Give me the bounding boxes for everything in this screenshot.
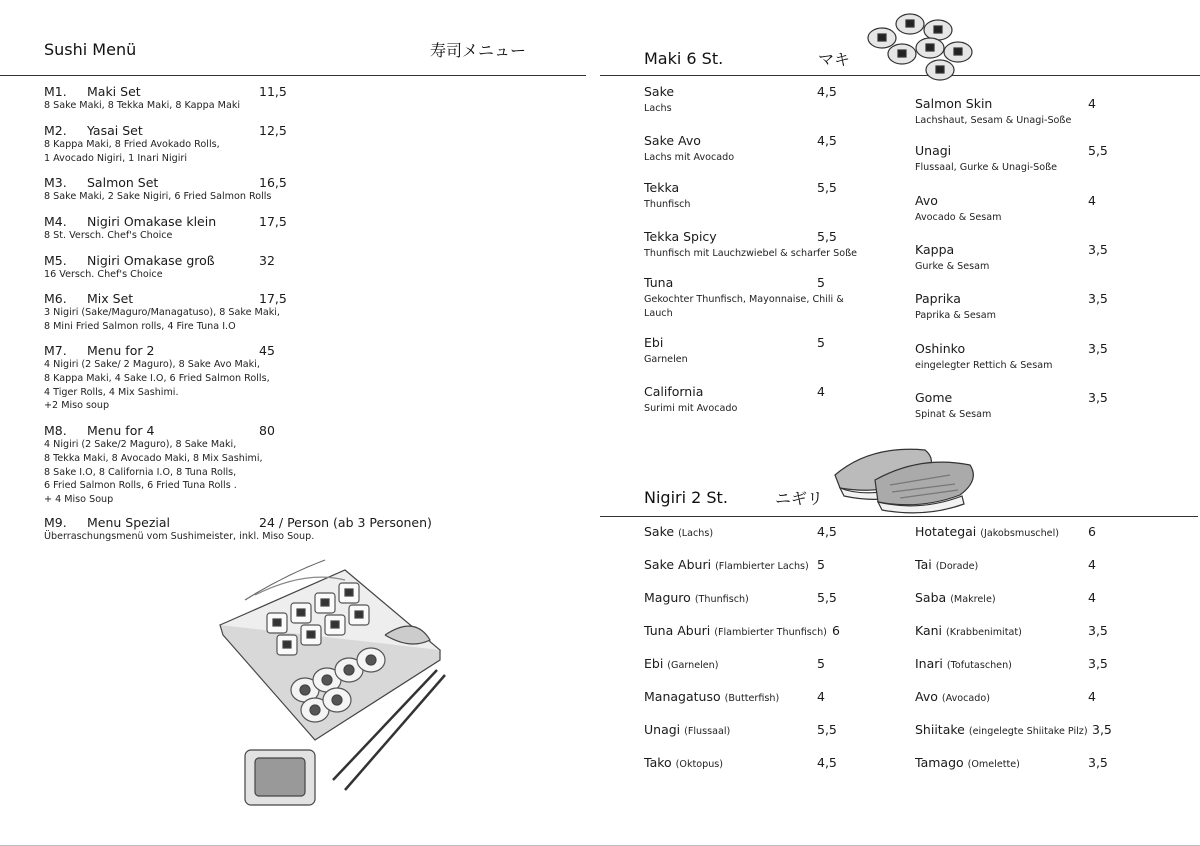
set-description: 4 Nigiri (2 Sake/ 2 Maguro), 8 Sake Avo Maki, 8 Kappa Maki, 4 Sake I.O, 6 Fried Salmon Rolls, 4 Tiger Rolls, 4 Mix Sashimi. +2 Miso soup — [44, 359, 270, 412]
maki-name: Oshinko — [915, 341, 966, 356]
maki-price: 5 — [817, 275, 825, 290]
nigiri-item — [915, 656, 1185, 671]
set-price: 32 — [259, 253, 275, 268]
nigiri-item — [644, 557, 914, 572]
maki-price: 4 — [1088, 193, 1096, 208]
nigiri-item — [644, 722, 914, 737]
nigiri-subtitle: (Jakobsmuschel) — [980, 528, 1059, 539]
set-price: 24 / Person (ab 3 Personen) — [259, 515, 432, 530]
set-code: M9. — [44, 515, 67, 530]
nigiri-price: 3,5 — [1088, 755, 1108, 770]
maki-price: 3,5 — [1088, 341, 1108, 356]
set-code: M4. — [44, 214, 67, 229]
nigiri-item — [644, 689, 914, 704]
set-price: 12,5 — [259, 123, 287, 138]
set-code: M3. — [44, 175, 67, 190]
nigiri-illustration — [830, 440, 980, 515]
maki-item — [915, 291, 1195, 323]
maki-description: Lachshaut, Sesam & Unagi-Soße — [915, 115, 1072, 126]
nigiri-price: 6 — [832, 623, 840, 638]
nigiri-name: Tako — [644, 755, 672, 770]
set-price: 80 — [259, 423, 275, 438]
set-code: M7. — [44, 343, 67, 358]
nigiri-title-divider — [600, 516, 1198, 517]
nigiri-subtitle: (Lachs) — [678, 528, 714, 539]
set-code: M1. — [44, 84, 67, 99]
nigiri-item — [644, 755, 914, 770]
maki-item — [644, 84, 924, 116]
maki-rolls-illustration — [860, 8, 980, 88]
nigiri-item — [915, 689, 1185, 704]
nigiri-price: 5 — [817, 656, 825, 671]
maki-description: Avocado & Sesam — [915, 212, 1002, 223]
set-name: Yasai Set — [87, 123, 143, 138]
nigiri-subtitle: (eingelegte Shiitake Pilz) — [968, 726, 1088, 737]
nigiri-item — [644, 590, 914, 605]
maki-name: Tekka Spicy — [644, 229, 717, 244]
set-price: 17,5 — [259, 214, 287, 229]
set-description: 8 St. Versch. Chef's Choice — [44, 230, 173, 241]
set-code: M5. — [44, 253, 67, 268]
set-price: 11,5 — [259, 84, 287, 99]
nigiri-subtitle: (Butterfish) — [724, 693, 780, 704]
nigiri-subtitle: (Oktopus) — [675, 759, 724, 770]
nigiri-name: Avo — [915, 689, 938, 704]
maki-name: Unagi — [915, 143, 952, 158]
maki-name: Tekka — [644, 180, 680, 195]
nigiri-price: 4 — [1088, 557, 1096, 572]
maki-name: Paprika — [915, 291, 961, 306]
maki-name: Kappa — [915, 242, 955, 257]
maki-item — [915, 242, 1195, 274]
nigiri-subtitle: (Tofutaschen) — [946, 660, 1012, 671]
nigiri-subtitle: (Makrele) — [950, 594, 996, 605]
nigiri-name: Shiitake — [915, 722, 965, 737]
maki-section-title-japanese: マキ — [818, 50, 851, 69]
nigiri-price: 4,5 — [817, 755, 837, 770]
menu-title: Sushi Menü — [44, 40, 137, 59]
nigiri-subtitle: (Avocado) — [941, 693, 991, 704]
maki-name: Salmon Skin — [915, 96, 993, 111]
maki-name: Sake Avo — [644, 133, 701, 148]
nigiri-price: 4 — [817, 689, 825, 704]
sushi-plate-illustration — [215, 555, 465, 815]
nigiri-item — [915, 755, 1185, 770]
maki-item — [915, 390, 1195, 422]
maki-name: Tuna — [644, 275, 674, 290]
nigiri-subtitle: (Dorade) — [935, 561, 979, 572]
maki-item — [644, 180, 924, 212]
set-description: 3 Nigiri (Sake/Maguro/Managatuso), 8 Sake Maki, 8 Mini Fried Salmon rolls, 4 Fire Tuna I.O — [44, 307, 280, 332]
nigiri-price: 6 — [1088, 524, 1096, 539]
maki-price: 5,5 — [1088, 143, 1108, 158]
set-price: 17,5 — [259, 291, 287, 306]
maki-item — [915, 341, 1195, 373]
nigiri-name: Inari — [915, 656, 943, 671]
left-title-divider — [0, 75, 586, 76]
maki-description: Gurke & Sesam — [915, 261, 990, 272]
nigiri-name: Tuna Aburi — [644, 623, 711, 638]
nigiri-item — [644, 623, 914, 638]
maki-description: Garnelen — [644, 354, 688, 365]
nigiri-price: 5 — [817, 557, 825, 572]
set-name: Nigiri Omakase klein — [87, 214, 217, 229]
maki-price: 4 — [817, 384, 825, 399]
nigiri-price: 4,5 — [817, 524, 837, 539]
maki-price: 5 — [817, 335, 825, 350]
set-name: Menu Spezial — [87, 515, 171, 530]
set-name: Menu for 4 — [87, 423, 155, 438]
set-price: 16,5 — [259, 175, 287, 190]
nigiri-price: 5,5 — [817, 722, 837, 737]
set-description: 4 Nigiri (2 Sake/2 Maguro), 8 Sake Maki, 8 Tekka Maki, 8 Avocado Maki, 8 Mix Sashimi, 8 Sake I.O, 8 California I.O, 8 Tuna Rolls, 6 Fried Salmon Rolls, 6 Fried Tuna Rolls . + 4 Miso Soup — [44, 439, 263, 506]
set-code: M2. — [44, 123, 67, 138]
nigiri-item — [915, 557, 1185, 572]
nigiri-price: 3,5 — [1088, 623, 1108, 638]
maki-description: Lachs mit Avocado — [644, 152, 735, 163]
maki-name: California — [644, 384, 704, 399]
maki-section-title: Maki 6 St. — [644, 49, 724, 68]
nigiri-price: 5,5 — [817, 590, 837, 605]
maki-name: Gome — [915, 390, 953, 405]
nigiri-name: Saba — [915, 590, 947, 605]
set-description: 8 Sake Maki, 8 Tekka Maki, 8 Kappa Maki — [44, 100, 241, 111]
maki-description: Paprika & Sesam — [915, 310, 996, 321]
maki-item — [644, 229, 924, 261]
maki-price: 4,5 — [817, 84, 837, 99]
set-name: Salmon Set — [87, 175, 159, 190]
maki-name: Ebi — [644, 335, 664, 350]
nigiri-item — [915, 623, 1185, 638]
maki-price: 5,5 — [817, 180, 837, 195]
maki-item — [644, 133, 924, 165]
menu-title-japanese: 寿司メニュー — [430, 41, 527, 60]
set-description: 16 Versch. Chef's Choice — [44, 269, 163, 280]
maki-description: Thunfisch mit Lauchzwiebel & scharfer Soße — [644, 248, 858, 259]
set-name: Menu for 2 — [87, 343, 155, 358]
nigiri-item — [644, 656, 914, 671]
set-description: Überraschungsmenü vom Sushimeister, inkl. Miso Soup. — [44, 531, 315, 542]
maki-price: 3,5 — [1088, 242, 1108, 257]
nigiri-item — [644, 524, 914, 539]
maki-item — [644, 275, 924, 320]
nigiri-price: 3,5 — [1088, 656, 1108, 671]
nigiri-name: Tai — [915, 557, 932, 572]
nigiri-subtitle: (Thunfisch) — [694, 594, 749, 605]
set-code: M6. — [44, 291, 67, 306]
nigiri-item — [915, 524, 1185, 539]
set-name: Mix Set — [87, 291, 134, 306]
nigiri-price: 4 — [1088, 689, 1096, 704]
maki-description: Gekochter Thunfisch, Mayonnaise, Chili & Lauch — [644, 294, 844, 319]
nigiri-item — [915, 590, 1185, 605]
nigiri-name: Managatuso — [644, 689, 721, 704]
maki-name: Sake — [644, 84, 675, 99]
maki-description: eingelegter Rettich & Sesam — [915, 360, 1053, 371]
nigiri-name: Sake Aburi — [644, 557, 712, 572]
maki-description: Lachs — [644, 103, 672, 114]
maki-price: 3,5 — [1088, 390, 1108, 405]
nigiri-subtitle: (Flambierter Thunfisch) — [714, 627, 827, 638]
set-description: 8 Kappa Maki, 8 Fried Avokado Rolls, 1 Avocado Nigiri, 1 Inari Nigiri — [44, 139, 220, 164]
nigiri-name: Hotategai — [915, 524, 977, 539]
set-name: Maki Set — [87, 84, 141, 99]
nigiri-section-title-japanese: ニギリ — [775, 489, 824, 508]
maki-item — [915, 96, 1195, 128]
nigiri-price: 3,5 — [1092, 722, 1112, 737]
nigiri-subtitle: (Omelette) — [967, 759, 1020, 770]
maki-price: 5,5 — [817, 229, 837, 244]
nigiri-item — [915, 722, 1185, 737]
maki-description: Flussaal, Gurke & Unagi-Soße — [915, 162, 1058, 173]
nigiri-name: Tamago — [915, 755, 964, 770]
nigiri-subtitle: (Krabbenimitat) — [946, 627, 1022, 638]
set-price: 45 — [259, 343, 275, 358]
maki-price: 3,5 — [1088, 291, 1108, 306]
nigiri-name: Unagi — [644, 722, 681, 737]
maki-item — [644, 384, 924, 416]
nigiri-name: Ebi — [644, 656, 664, 671]
nigiri-name: Kani — [915, 623, 943, 638]
maki-name: Avo — [915, 193, 938, 208]
maki-item — [915, 193, 1195, 225]
nigiri-subtitle: (Flussaal) — [684, 726, 731, 737]
nigiri-name: Maguro — [644, 590, 691, 605]
set-description: 8 Sake Maki, 2 Sake Nigiri, 6 Fried Salmon Rolls — [44, 191, 272, 202]
maki-price: 4,5 — [817, 133, 837, 148]
maki-item — [915, 143, 1195, 175]
nigiri-price: 4 — [1088, 590, 1096, 605]
nigiri-section-title: Nigiri 2 St. — [644, 488, 728, 507]
set-name: Nigiri Omakase groß — [87, 253, 215, 268]
maki-item — [644, 335, 924, 367]
nigiri-subtitle: (Flambierter Lachs) — [715, 561, 809, 572]
nigiri-name: Sake — [644, 524, 675, 539]
maki-description: Surimi mit Avocado — [644, 403, 738, 414]
maki-description: Spinat & Sesam — [915, 409, 992, 420]
maki-description: Thunfisch — [644, 199, 691, 210]
maki-price: 4 — [1088, 96, 1096, 111]
nigiri-subtitle: (Garnelen) — [667, 660, 719, 671]
set-code: M8. — [44, 423, 67, 438]
